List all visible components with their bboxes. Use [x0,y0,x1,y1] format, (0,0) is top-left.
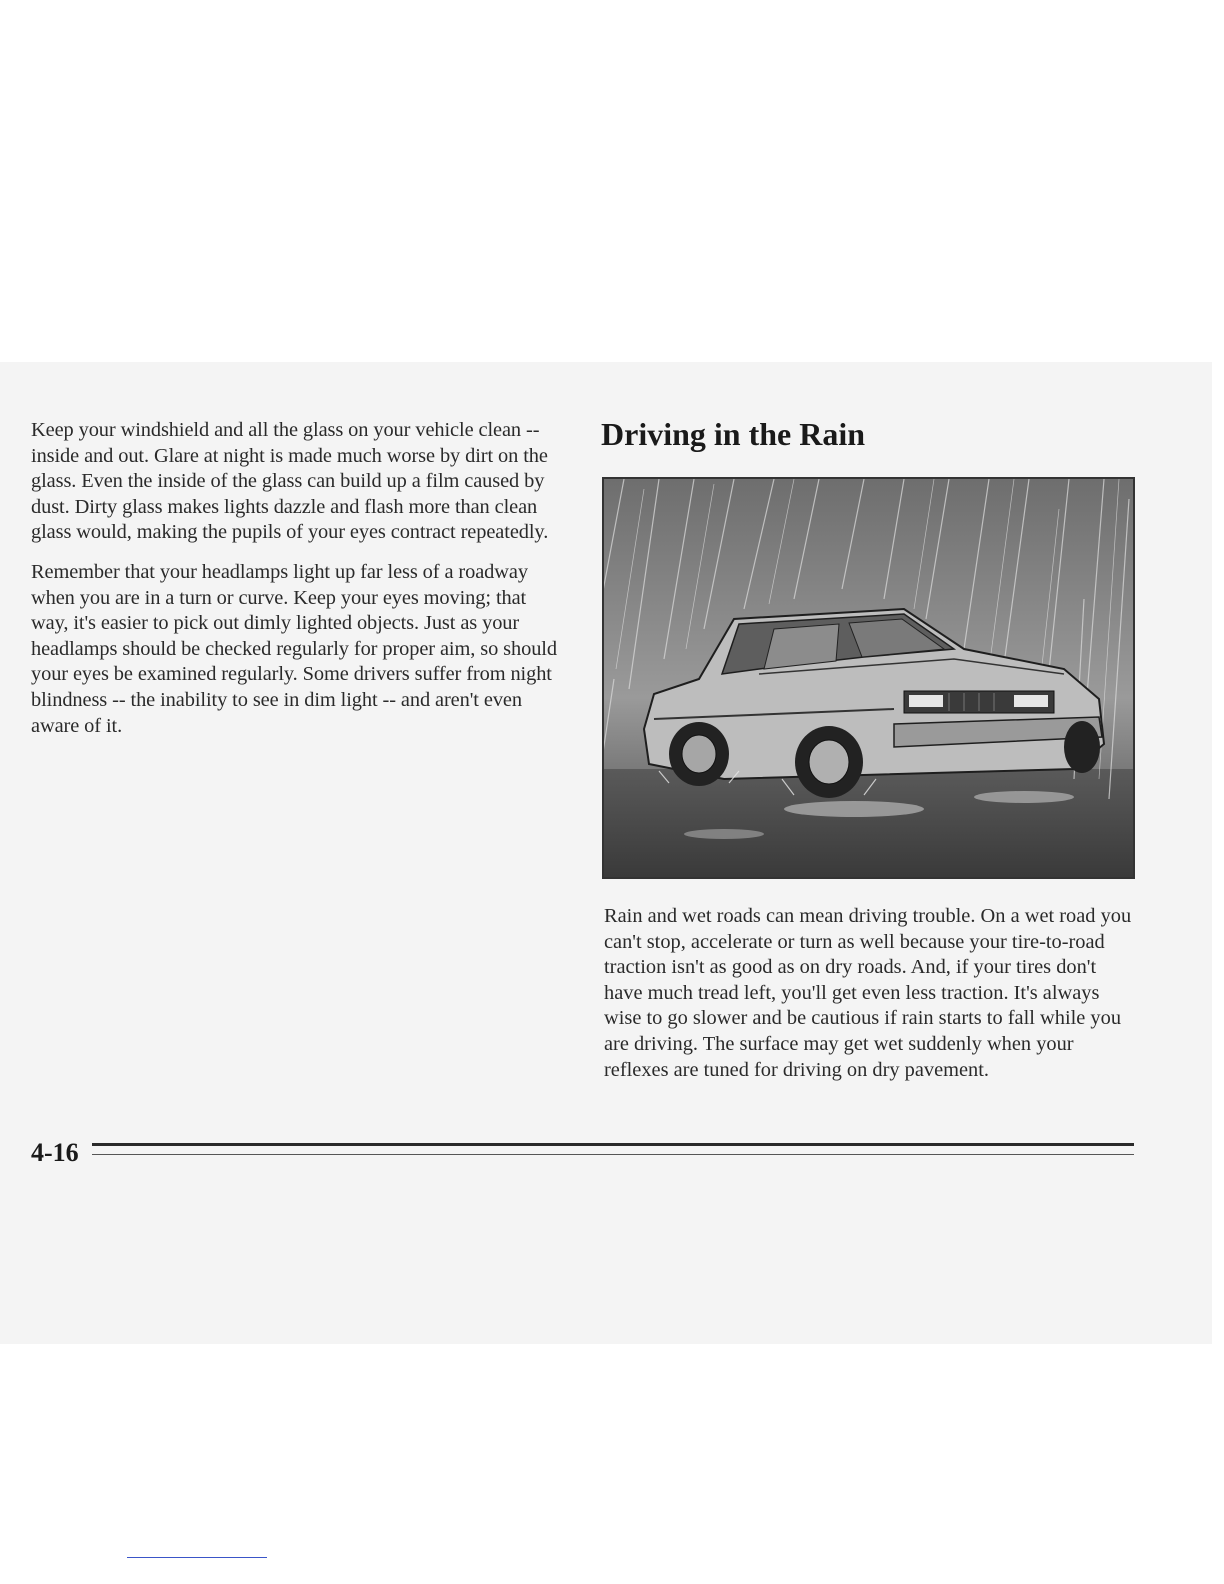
page-number: 4-16 [31,1138,79,1167]
right-column [601,412,1141,456]
car-in-rain-drawing [604,479,1133,877]
car-in-rain-illustration [602,477,1135,879]
left-column [31,418,561,753]
bottom-link-underline [127,1557,267,1558]
footer-divider-thin [92,1154,1134,1155]
glass-cleaning-paragraph: Keep your windshield and all the glass on your vehicle clean -- inside and out. Glare at night is made much worse by dirt on the glass. Even the inside of the glass can build up a film caused by dust. Dirty glass makes lights dazzle and flash more than clean glass would, making the pupils of your eyes contract repeatedly. [31,419,549,544]
section-title: Driving in the Rain [601,416,866,452]
footer-divider-thick [92,1143,1134,1146]
headlamps-paragraph: Remember that your headlamps light up far less of a roadway when you are in a turn or curve. Keep your eyes moving; that way, it's easier to pick out dimly lighted objects. Just as your headlamps should be checked regularly for proper aim, so should your eyes be examined regularly. Some drivers suffer from night blindness -- the inability to see in dim light -- and aren't even aware of it. [31,560,557,737]
driving-in-rain-paragraph: Rain and wet roads can mean driving trouble. On a wet road you can't stop, accelerate or turn as well because your tire-to-road traction isn't as good as on dry roads. And, if your tires don't have much tread left, you'll get even less traction. It's always wise to go slower and be cautious if rain starts to fall while you are driving. The surface may get wet suddenly when your reflexes are tuned for driving on dry pavement. [604,905,1132,1081]
